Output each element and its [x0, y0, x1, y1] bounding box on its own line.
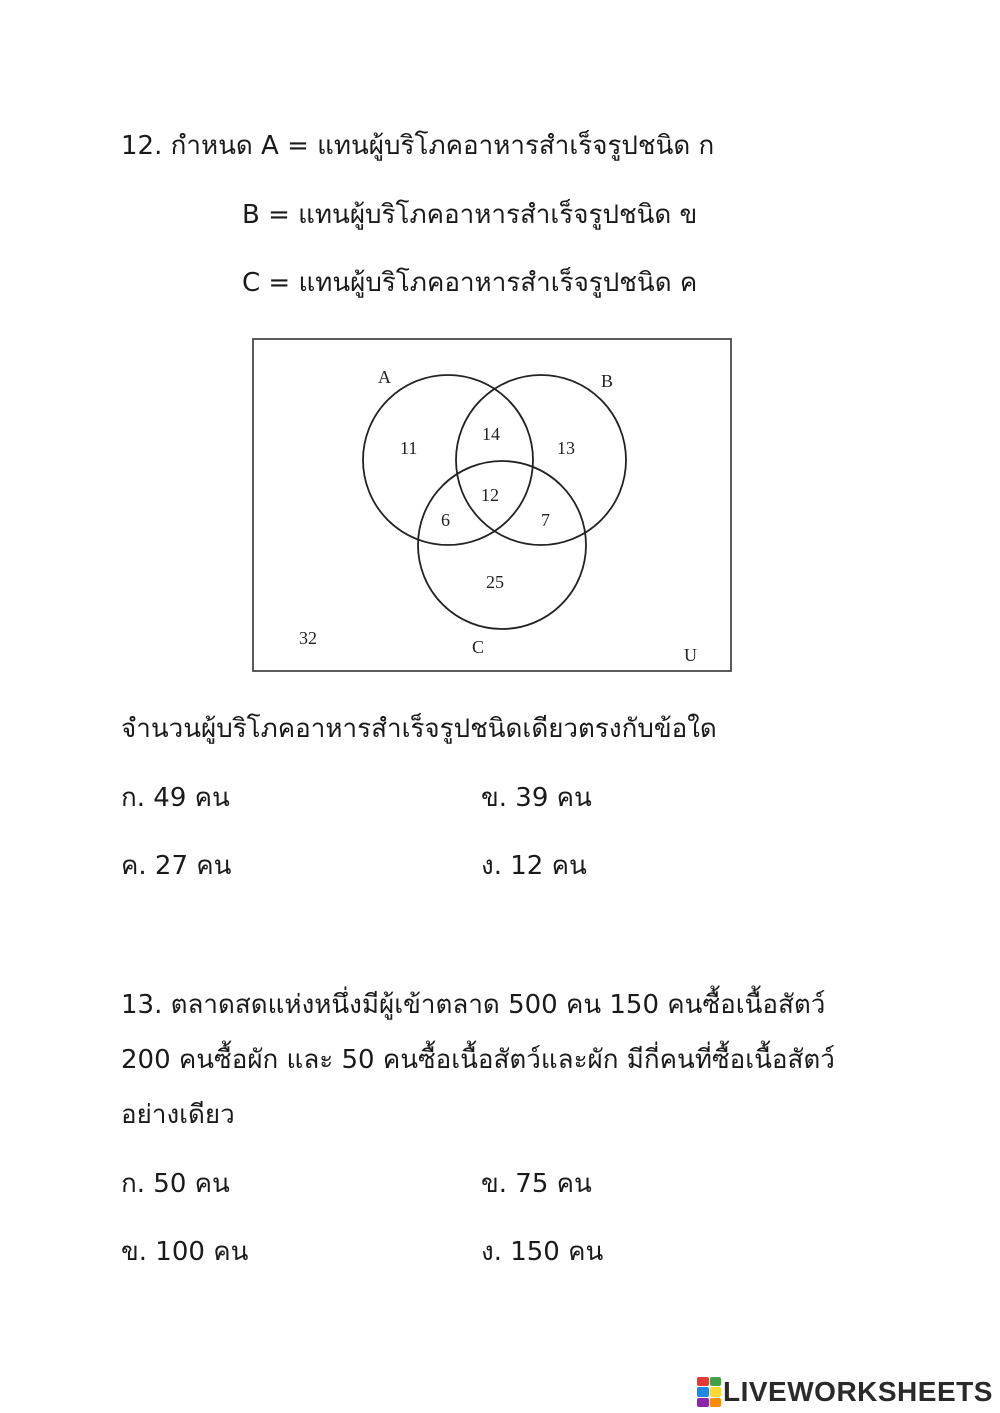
q13-line-1: 13. ตลาดสดแห่งหนึ่งมีผู้เข้าตลาด 500 คน 150 คนซื้อเนื้อสัตว์ — [121, 990, 826, 1020]
brand-name: LIVEWORKSHEETS — [723, 1376, 993, 1407]
q12-option-1[interactable]: ก. 49 คน — [121, 783, 230, 813]
label-b: B — [601, 371, 614, 391]
q13-option-1[interactable]: ก. 50 คน — [121, 1169, 230, 1199]
region-ab: 14 — [482, 424, 500, 444]
region-c-only: 25 — [486, 572, 504, 592]
q12-line-2: B = แทนผู้บริโภคอาหารสำเร็จรูปชนิด ข — [242, 200, 698, 230]
q12-option-4[interactable]: ง. 12 คน — [481, 851, 587, 881]
q12-line-1: 12. กำหนด A = แทนผู้บริโภคอาหารสำเร็จรูปชนิด ก — [121, 131, 715, 161]
q13-option-3[interactable]: ข. 100 คน — [121, 1237, 249, 1267]
region-a-only: 11 — [400, 438, 418, 458]
q13-line-3: อย่างเดียว — [121, 1100, 235, 1130]
q12-option-2[interactable]: ข. 39 คน — [481, 783, 592, 813]
venn-diagram — [252, 338, 732, 672]
q12-line-3: C = แทนผู้บริโภคอาหารสำเร็จรูปชนิด ค — [242, 268, 698, 298]
region-outside: 32 — [299, 628, 317, 648]
region-b-only: 13 — [557, 438, 575, 458]
label-c: C — [472, 637, 485, 657]
venn-svg — [252, 338, 732, 672]
region-bc: 7 — [541, 510, 550, 530]
universe-rect — [253, 339, 731, 671]
q13-option-4[interactable]: ง. 150 คน — [481, 1237, 604, 1267]
region-abc: 12 — [481, 485, 499, 505]
logo-mark-icon — [697, 1377, 721, 1407]
label-a: A — [378, 367, 391, 387]
q12-option-3[interactable]: ค. 27 คน — [121, 851, 232, 881]
region-ac: 6 — [441, 510, 450, 530]
q13-option-2[interactable]: ข. 75 คน — [481, 1169, 592, 1199]
label-u: U — [684, 645, 697, 665]
liveworksheets-logo — [697, 1374, 993, 1410]
q12-question: จำนวนผู้บริโภคอาหารสำเร็จรูปชนิดเดียวตรงกับข้อใด — [121, 714, 717, 744]
q13-line-2: 200 คนซื้อผัก และ 50 คนซื้อเนื้อสัตว์และผัก มีกี่คนที่ซื้อเนื้อสัตว์ — [121, 1045, 835, 1075]
